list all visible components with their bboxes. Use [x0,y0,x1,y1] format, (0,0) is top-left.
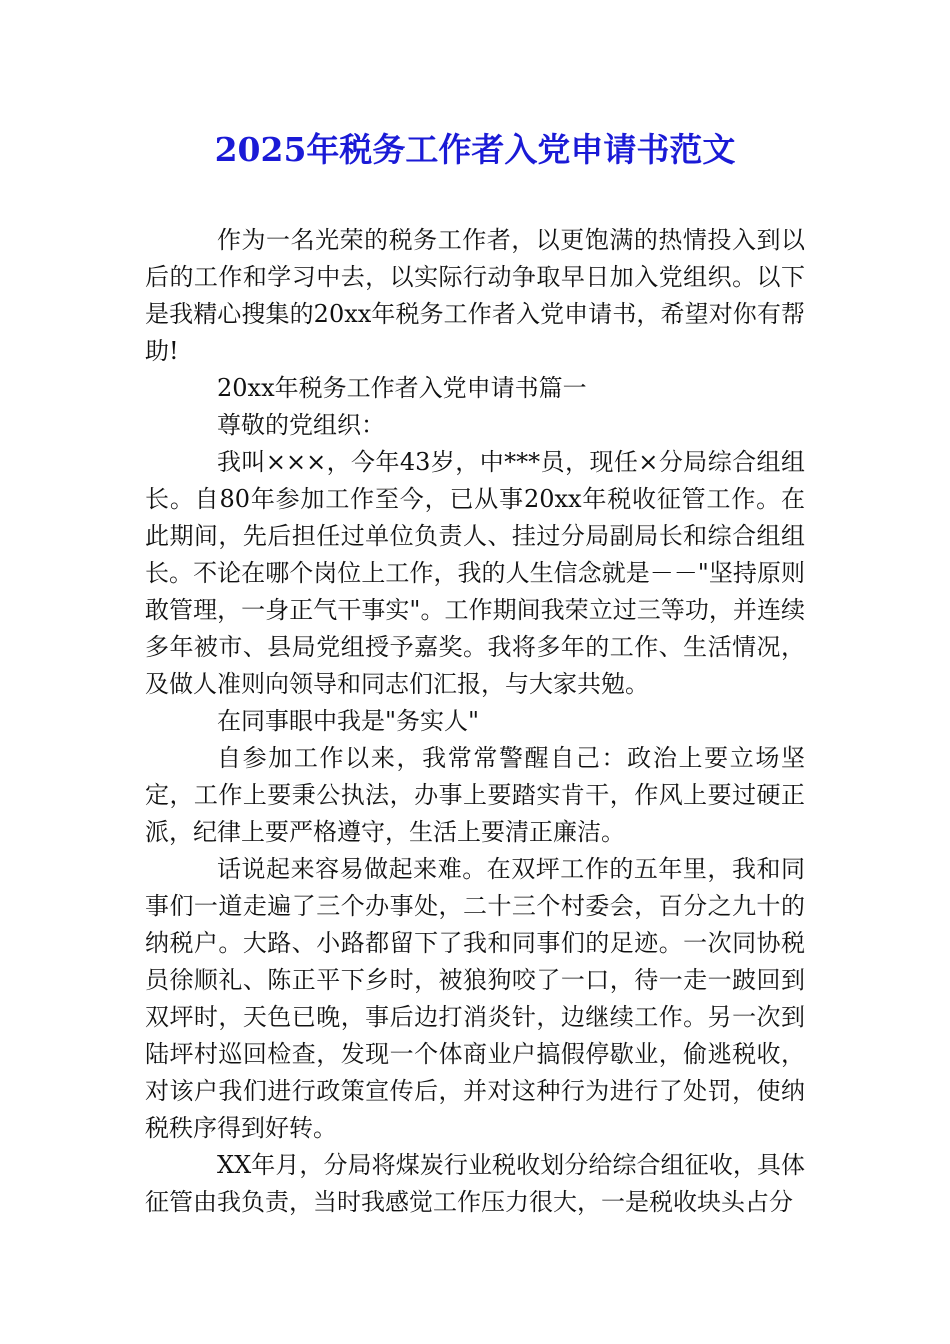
paragraph-coal-tax: XX年月，分局将煤炭行业税收划分给综合组征收，具体征管由我负责，当时我感觉工作压力很大，一是税收块头占分 [145,1151,805,1216]
subheading: 在同事眼中我是"务实人" [217,707,480,735]
paragraph-shuangping: 话说起来容易做起来难。在双坪工作的五年里，我和同事们一道走遍了三个办事处，二十三个村委会，百分之九十的纳税户。大路、小路都留下了我和同事们的足迹。一次同协税员徐顺礼、陈正平下乡时，被狼狗咬了一口，待一走一跛回到双坪时，天色已晚，事后边打消炎针，边继续工作。另一次到陆坪村巡回检查，发现一个体商业户搞假停歇业，偷逃税收，对该户我们进行政策宣传后，并对这种行为进行了处罚，使纳税秩序得到好转。 [145,855,805,1142]
paragraph-principles: 自参加工作以来，我常常警醒自己：政治上要立场坚定，工作上要秉公执法，办事上要踏实肯干，作风上要过硬正派，纪律上要严格遵守，生活上要清正廉洁。 [145,744,805,846]
document-title: 2025年税务工作者入党申请书范文 [214,130,736,169]
paragraph-intro: 作为一名光荣的税务工作者，以更饱满的热情投入到以后的工作和学习中去，以实际行动争取早日加入党组织。以下是我精心搜集的20xx年税务工作者入党申请书，希望对你有帮助! [145,226,805,365]
section-heading: 20xx年税务工作者入党申请书篇一 [217,374,587,402]
document-body [145,222,805,1221]
salutation: 尊敬的党组织： [217,411,385,439]
paragraph-self-intro: 我叫×××，今年43岁，中***员，现任×分局综合组组长。自80年参加工作至今，已从事20xx年税收征管工作。在此期间，先后担任过单位负责人、挂过分局副局长和综合组组长。不论在哪个岗位上工作，我的人生信念就是－－"坚持原则敢管理，一身正气干事实"。工作期间我荣立过三等功，并连续多年被市、县局党组授予嘉奖。我将多年的工作、生活情况，及做人准则向领导和同志们汇报，与大家共勉。 [145,448,805,698]
